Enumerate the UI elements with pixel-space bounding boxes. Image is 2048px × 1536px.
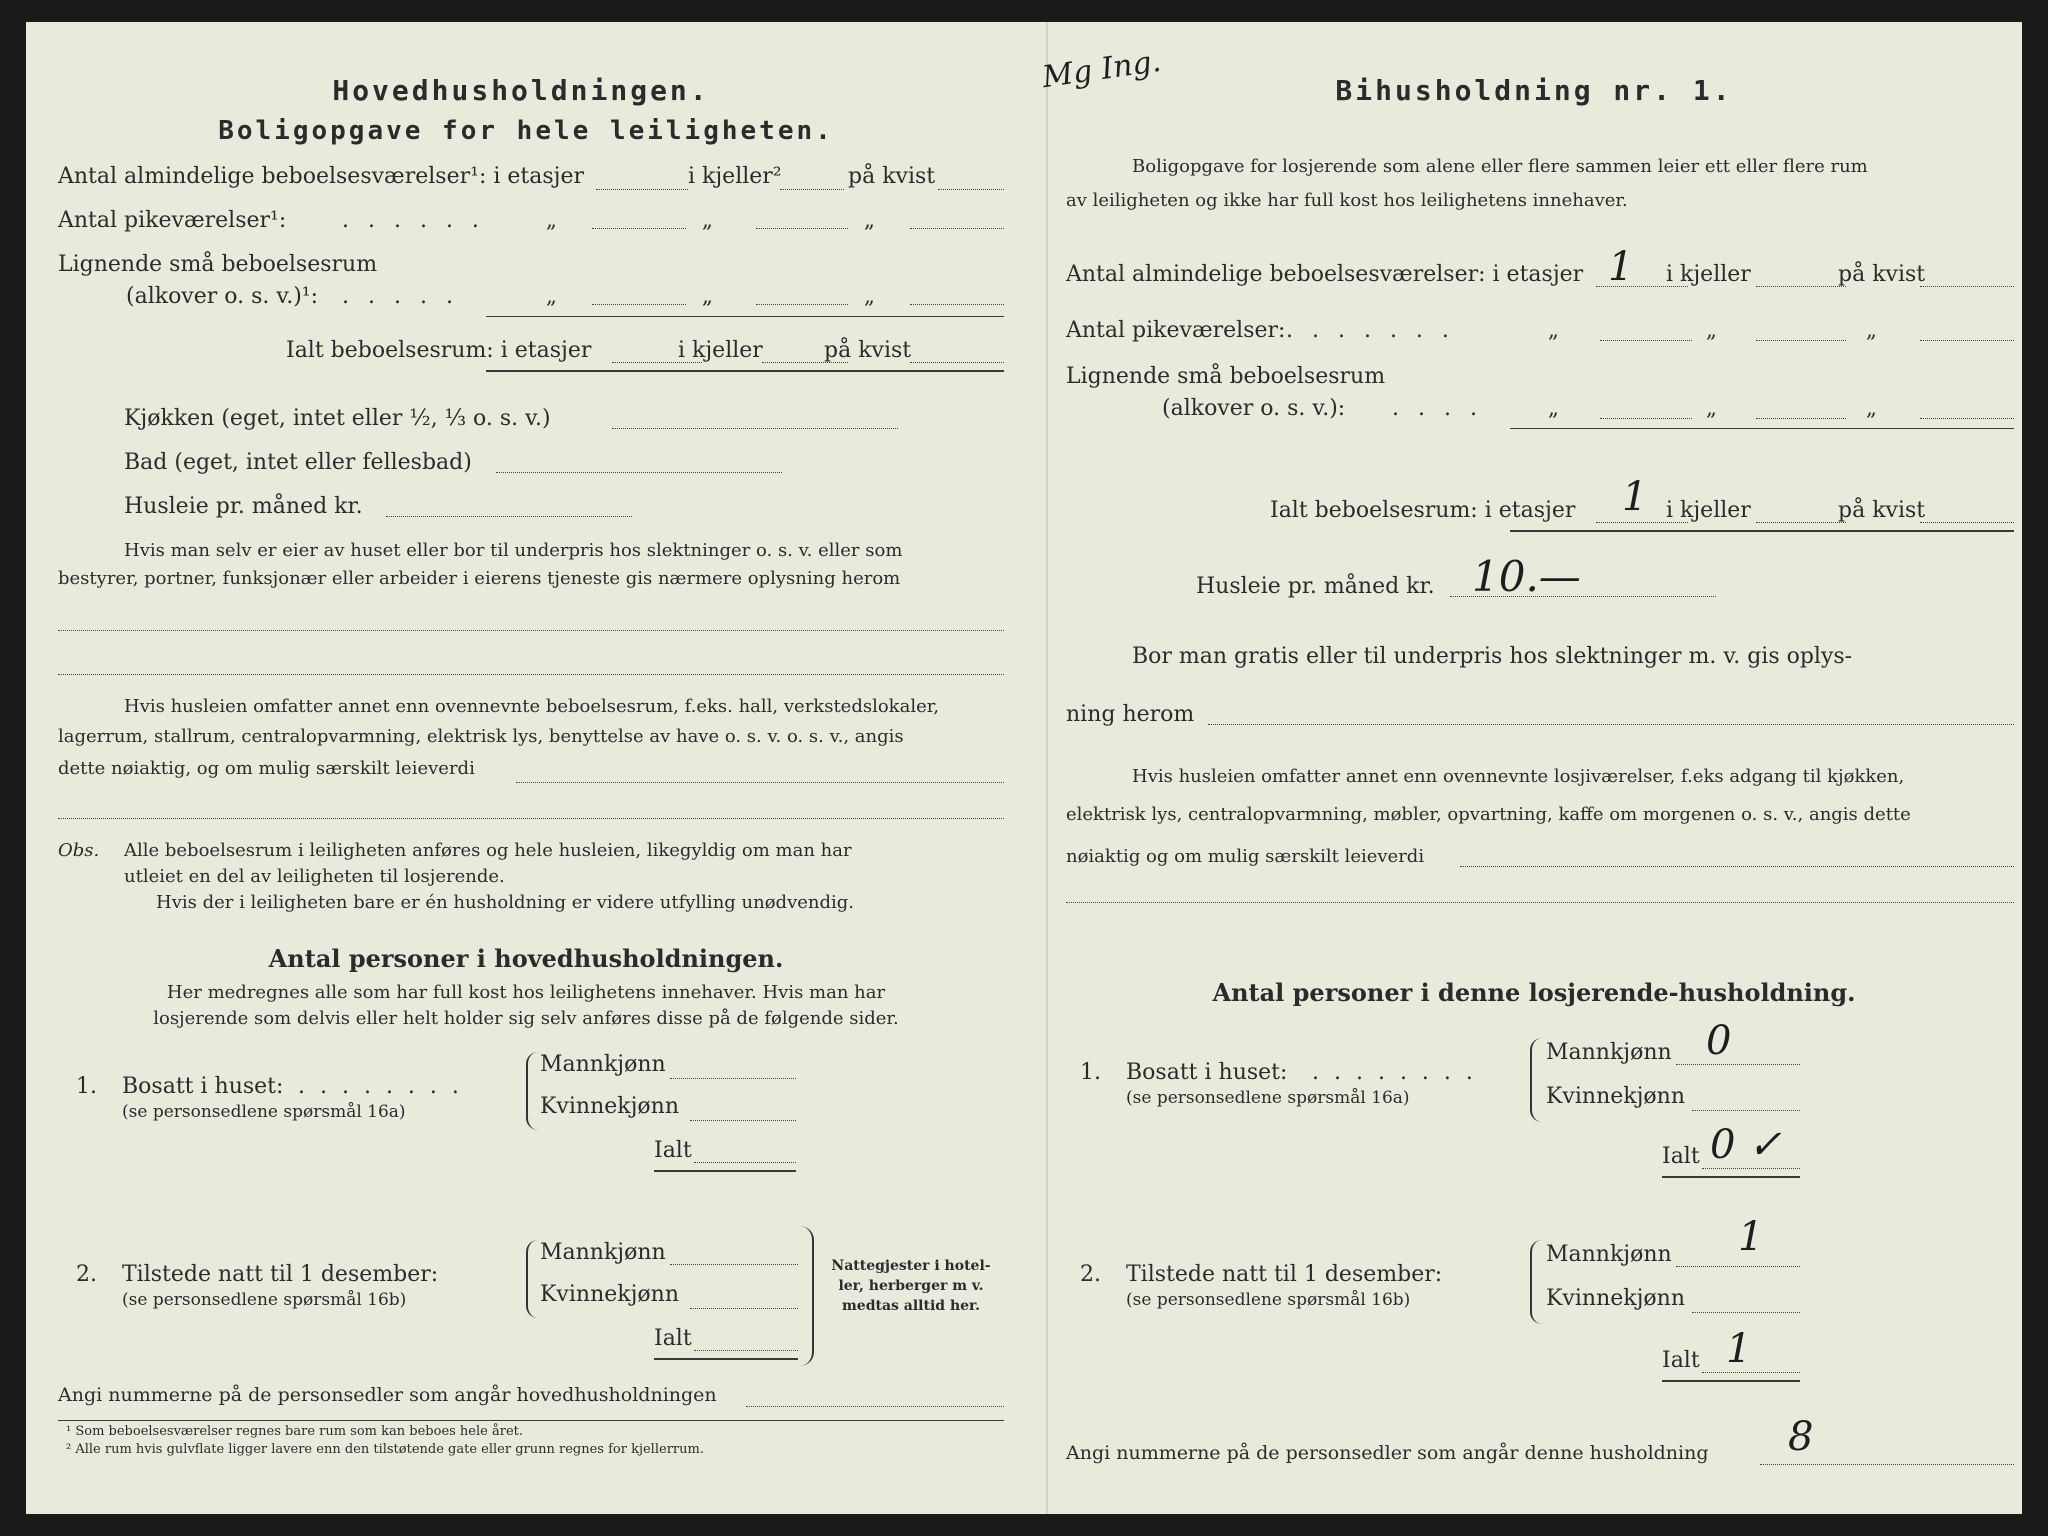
right-q2-ialt-rule <box>1662 1380 1800 1382</box>
right-q1-brace <box>1530 1038 1542 1122</box>
right-row3-rule <box>1510 428 2014 429</box>
left-para1-line2: bestyrer, portner, funksjonær eller arbeider i eierens tjeneste gis nærmere oplysning herom <box>58 568 901 589</box>
right-row4-kjeller-label: i kjeller <box>1666 498 1751 523</box>
left-footnote-rule <box>58 1420 1004 1421</box>
left-kjokken-label: Kjøkken (eget, intet eller ½, ⅓ o. s. v.) <box>124 406 551 431</box>
left-row4-kjeller-label: i kjeller <box>678 338 763 363</box>
left-obs-line3: Hvis der i leiligheten bare er én husholdning er videre utfylling unødvendig. <box>156 892 855 913</box>
left-para1-line1: Hvis man selv er eier av huset eller bor til underpris hos slektninger o. s. v. eller som <box>124 540 903 561</box>
right-row3-dots: . . . . <box>1392 396 1483 421</box>
right-q1-kvinne-field[interactable] <box>1692 1110 1800 1111</box>
right-row4-kvist-field[interactable] <box>1920 522 2014 523</box>
right-row3-quote-2: „ <box>1706 396 1717 420</box>
left-row1-etasjer-field[interactable] <box>596 189 688 190</box>
left-q2-ialt-rule <box>654 1358 798 1360</box>
right-row1-kjeller-label: i kjeller <box>1666 262 1751 287</box>
left-para2-line1: Hvis husleien omfatter annet enn ovennevnte beboelsesrum, f.eks. hall, verkstedslokaler, <box>124 696 940 717</box>
left-q1-mann-field[interactable] <box>670 1078 796 1079</box>
right-row2-etasjer-field[interactable] <box>1600 340 1692 341</box>
left-q1-kvinne-label: Kvinnekjønn <box>540 1094 679 1119</box>
right-gratis-line2: ning herom <box>1066 702 1195 727</box>
left-row3-quote-3: „ <box>864 284 875 308</box>
left-row2-label: Antal pikeværelser¹: <box>58 208 287 233</box>
left-angi-label: Angi nummerne på de personsedler som angår hovedhusholdningen <box>58 1384 717 1406</box>
right-row4-etasjer-value: 1 <box>1622 474 1648 520</box>
right-angi-field[interactable] <box>1760 1464 2014 1465</box>
right-q2-ialt-field[interactable] <box>1702 1372 1800 1373</box>
right-para-field-2[interactable] <box>1066 902 2014 903</box>
left-q2-ialt-field[interactable] <box>694 1350 798 1351</box>
right-row3-kjeller-field[interactable] <box>1756 418 1846 419</box>
left-footnote-1: ¹ Som beboelsesværelser regnes bare rum som kan beboes hele året. <box>66 1424 523 1439</box>
right-husleie-label: Husleie pr. måned kr. <box>1196 574 1435 599</box>
right-para-field-1[interactable] <box>1460 866 2014 867</box>
right-row1-kjeller-field[interactable] <box>1756 286 1846 287</box>
right-q1-mann-value: 0 <box>1706 1018 1732 1064</box>
right-q2-mann-value: 1 <box>1738 1214 1764 1260</box>
right-para-line2: elektrisk lys, centralopvarmning, møbler, opvartning, kaffe om morgenen o. s. v., angis dette <box>1066 804 1911 825</box>
left-q1-label: Bosatt i huset: <box>122 1074 284 1099</box>
right-para-line3: nøiaktig og om mulig særskilt leieverdi <box>1066 846 1425 867</box>
right-row2-kjeller-field[interactable] <box>1756 340 1846 341</box>
right-row2-dots: . . . . . . . <box>1286 318 1455 343</box>
right-q1-ialt-label: Ialt <box>1662 1144 1700 1169</box>
right-q2-ialt-value: 1 <box>1726 1326 1752 1372</box>
right-row2-quote-1: „ <box>1548 318 1559 342</box>
right-q1-dots: . . . . . . . . <box>1312 1060 1477 1085</box>
left-row3-line1: Lignende små beboelsesrum <box>58 252 378 277</box>
right-q2-ialt-label: Ialt <box>1662 1348 1700 1373</box>
right-row1-etasjer-value: 1 <box>1608 244 1634 290</box>
right-row2-quote-3: „ <box>1866 318 1877 342</box>
left-para1-field-1[interactable] <box>58 630 1004 631</box>
right-row4-label: Ialt beboelsesrum: i etasjer <box>1270 498 1576 523</box>
right-row4-kjeller-field[interactable] <box>1756 522 1846 523</box>
right-q2-mann-field[interactable] <box>1676 1266 1800 1267</box>
left-note-line3: medtas alltid her. <box>841 1298 980 1314</box>
right-q1-ialt-field[interactable] <box>1702 1168 1800 1169</box>
page-fold <box>1046 22 1048 1514</box>
left-q2-brace <box>526 1240 538 1318</box>
left-obs-line2: utleiet en del av leiligheten til losjerende. <box>124 866 505 887</box>
left-row3-kvist-field[interactable] <box>910 304 1004 305</box>
left-row2-kvist-field[interactable] <box>910 228 1004 229</box>
right-angi-label: Angi nummerne på de personsedler som angår denne husholdning <box>1066 1442 1709 1464</box>
left-bad-field[interactable] <box>496 472 782 473</box>
left-row3-rule <box>486 316 1004 317</box>
right-angi-value: 8 <box>1788 1414 1814 1460</box>
left-para2-line3: dette nøiaktig, og om mulig særskilt leieverdi <box>58 758 475 779</box>
left-note-line2: ler, herberger m v. <box>838 1278 984 1294</box>
right-q1-label: Bosatt i huset: <box>1126 1060 1288 1085</box>
left-persons-line1: Her medregnes alle som har full kost hos leilighetens innehaver. Hvis man har <box>166 982 886 1003</box>
left-q2-right-brace <box>798 1226 814 1366</box>
right-q1-ialt-rule <box>1662 1176 1800 1178</box>
left-para1-field-2[interactable] <box>58 674 1004 675</box>
right-row1-label: Antal almindelige beboelsesværelser: i etasjer <box>1066 262 1584 287</box>
left-row3-line2: (alkover o. s. v.)¹: <box>126 284 319 309</box>
left-row1-kjeller-field[interactable] <box>780 189 844 190</box>
left-row4-kvist-label: på kvist <box>824 338 912 363</box>
left-q2-kvinne-label: Kvinnekjønn <box>540 1282 679 1307</box>
left-q2-mann-label: Mannkjønn <box>540 1240 666 1265</box>
left-q2-sub: (se personsedlene spørsmål 16b) <box>122 1290 407 1310</box>
right-q2-kvinne-label: Kvinnekjønn <box>1546 1286 1685 1311</box>
right-gratis-line1: Bor man gratis eller til underpris hos slektninger m. v. gis oplys- <box>1132 644 1853 669</box>
left-row2-etasjer-field[interactable] <box>592 228 686 229</box>
left-bad-label: Bad (eget, intet eller fellesbad) <box>124 450 472 475</box>
left-q1-ialt-field[interactable] <box>694 1162 796 1163</box>
census-form-sheet <box>26 22 2022 1514</box>
right-q2-number: 2. <box>1080 1262 1101 1287</box>
left-subtitle: Boligopgave for hele leiligheten. <box>218 116 834 146</box>
left-row2-dots: . . . . . . <box>342 208 485 233</box>
right-row3-quote-1: „ <box>1548 396 1559 420</box>
right-husleie-value: 10.— <box>1472 552 1581 601</box>
left-row3-dots: . . . . . <box>342 284 459 309</box>
right-q2-brace <box>1530 1240 1542 1324</box>
right-row4-rule <box>1510 530 2014 532</box>
left-row1-kjeller-label: i kjeller² <box>688 164 782 189</box>
right-q2-mann-label: Mannkjønn <box>1546 1242 1672 1267</box>
left-row1-label: Antal almindelige beboelsesværelser¹: i etasjer <box>58 164 585 189</box>
left-row1-kvist-label: på kvist <box>848 164 936 189</box>
right-intro-line1: Boligopgave for losjerende som alene eller flere sammen leier ett eller flere rum <box>1132 156 1868 177</box>
right-q1-sub: (se personsedlene spørsmål 16a) <box>1126 1088 1410 1108</box>
left-q2-kvinne-field[interactable] <box>690 1308 798 1309</box>
right-gratis-field[interactable] <box>1208 724 2014 725</box>
left-row3-etasjer-field[interactable] <box>592 304 686 305</box>
right-row3-line1: Lignende små beboelsesrum <box>1066 364 1386 389</box>
right-q2-kvinne-field[interactable] <box>1692 1312 1800 1313</box>
right-q1-mann-label: Mannkjønn <box>1546 1040 1672 1065</box>
left-q1-ialt-label: Ialt <box>654 1138 692 1163</box>
left-obs-label: Obs. <box>58 840 100 861</box>
left-angi-field[interactable] <box>746 1406 1004 1407</box>
right-row2-quote-2: „ <box>1706 318 1717 342</box>
right-q1-mann-field[interactable] <box>1676 1064 1800 1065</box>
left-para2-field-2[interactable] <box>58 818 1004 819</box>
right-q1-number: 1. <box>1080 1060 1101 1085</box>
left-row2-quote-1: „ <box>546 208 557 232</box>
left-row4-rule <box>486 370 1004 372</box>
right-row4-kvist-label: på kvist <box>1838 498 1926 523</box>
right-title: Bihusholdning nr. 1. <box>1335 74 1733 107</box>
left-para2-field-1[interactable] <box>516 782 1004 783</box>
left-q1-sub: (se personsedlene spørsmål 16a) <box>122 1102 406 1122</box>
right-row1-kvist-field[interactable] <box>1920 286 2014 287</box>
left-persons-line2: losjerende som delvis eller helt holder sig selv anføres disse på de følgende sider. <box>153 1008 899 1029</box>
right-row3-quote-3: „ <box>1866 396 1877 420</box>
left-row3-quote-1: „ <box>546 284 557 308</box>
left-row4-label: Ialt beboelsesrum: i etasjer <box>286 338 592 363</box>
left-row3-kjeller-field[interactable] <box>756 304 848 305</box>
left-husleie-field[interactable] <box>386 516 632 517</box>
right-row2-label: Antal pikeværelser: <box>1066 318 1286 343</box>
right-q2-label: Tilstede natt til 1 desember: <box>1126 1262 1443 1287</box>
right-persons-title: Antal personer i denne losjerende-husholdning. <box>1212 978 1856 1007</box>
left-q1-brace <box>526 1052 538 1130</box>
left-row3-quote-2: „ <box>702 284 713 308</box>
left-persons-title: Antal personer i hovedhusholdningen. <box>268 944 784 973</box>
left-kjokken-field[interactable] <box>612 428 898 429</box>
left-row2-kjeller-field[interactable] <box>756 228 848 229</box>
left-q1-number: 1. <box>76 1074 97 1099</box>
right-q1-kvinne-label: Kvinnekjønn <box>1546 1084 1685 1109</box>
left-q2-label: Tilstede natt til 1 desember: <box>122 1262 439 1287</box>
left-q1-mann-label: Mannkjønn <box>540 1052 666 1077</box>
left-row4-kvist-field[interactable] <box>910 362 1004 363</box>
right-para-line1: Hvis husleien omfatter annet enn ovennevnte losjiværelser, f.eks adgang til kjøkken, <box>1132 766 1905 787</box>
left-para2-line2: lagerrum, stallrum, centralopvarmning, elektrisk lys, benyttelse av have o. s. v. o. s. v., angis <box>58 726 904 747</box>
left-q1-dots: . . . . . . . . <box>298 1074 463 1099</box>
left-husleie-label: Husleie pr. måned kr. <box>124 494 363 519</box>
left-row1-kvist-field[interactable] <box>938 189 1004 190</box>
left-q2-mann-field[interactable] <box>670 1264 798 1265</box>
left-row2-quote-3: „ <box>864 208 875 232</box>
right-intro-line2: av leiligheten og ikke har full kost hos leilighetens innehaver. <box>1066 190 1628 211</box>
right-scribble: Mg Ing. <box>1040 43 1164 96</box>
left-note-line1: Nattegjester i hotel- <box>831 1258 991 1274</box>
left-q2-number: 2. <box>76 1262 97 1287</box>
right-row1-kvist-label: på kvist <box>1838 262 1926 287</box>
left-q1-ialt-rule <box>654 1170 796 1172</box>
right-q1-ialt-value: 0 ✓ <box>1710 1122 1782 1168</box>
left-footnote-2: ² Alle rum hvis gulvflate ligger lavere enn den tilstøtende gate eller grunn regnes for kjellerrum. <box>66 1442 704 1457</box>
right-row3-etasjer-field[interactable] <box>1600 418 1692 419</box>
left-obs-line1: Alle beboelsesrum i leiligheten anføres og hele husleien, likegyldig om man har <box>124 840 852 861</box>
right-row3-kvist-field[interactable] <box>1920 418 2014 419</box>
right-row3-line2: (alkover o. s. v.): <box>1162 396 1346 421</box>
left-title: Hovedhusholdningen. <box>332 74 710 107</box>
left-q2-ialt-label: Ialt <box>654 1326 692 1351</box>
right-row2-kvist-field[interactable] <box>1920 340 2014 341</box>
right-q2-sub: (se personsedlene spørsmål 16b) <box>1126 1290 1411 1310</box>
left-q1-kvinne-field[interactable] <box>690 1120 796 1121</box>
left-row2-quote-2: „ <box>702 208 713 232</box>
